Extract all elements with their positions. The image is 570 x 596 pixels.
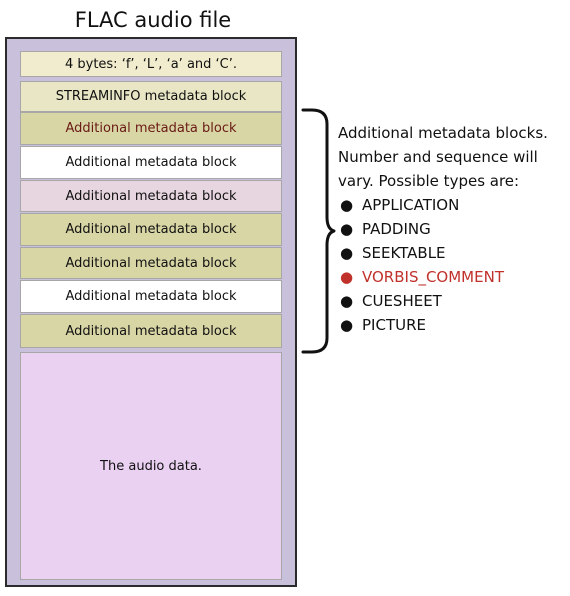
type-item-picture <box>338 313 566 337</box>
curly-brace-icon <box>300 108 336 358</box>
metadata-block <box>20 280 282 313</box>
bullet-icon: ● <box>340 316 354 334</box>
note-line: Additional metadata blocks. <box>338 124 548 142</box>
type-item-seektable <box>338 241 566 265</box>
note-line: vary. Possible types are: <box>338 172 520 190</box>
metadata-block-label: Additional metadata block <box>65 222 237 237</box>
bullet-icon: ● <box>340 220 354 238</box>
metadata-block-label: Additional metadata block <box>65 323 237 339</box>
type-label: SEEKTABLE <box>362 244 446 262</box>
audio-data-block <box>20 352 282 580</box>
note-line: Number and sequence will <box>338 148 538 166</box>
metadata-block <box>20 314 282 348</box>
type-label: PADDING <box>362 220 431 238</box>
flac-file-container <box>5 37 297 587</box>
type-label: APPLICATION <box>362 196 460 214</box>
metadata-block <box>20 180 282 212</box>
type-item-padding <box>338 217 566 241</box>
bullet-icon: ● <box>340 268 354 286</box>
metadata-block-label: Additional metadata block <box>65 188 237 204</box>
metadata-types-note <box>338 121 566 337</box>
metadata-block <box>20 112 282 145</box>
metadata-block-label: Additional metadata block <box>65 155 237 170</box>
type-item-cuesheet <box>338 289 566 313</box>
bullet-icon: ● <box>340 244 354 262</box>
metadata-block-label: Additional metadata block <box>65 289 237 304</box>
metadata-block <box>20 247 282 279</box>
metadata-block-label: Additional metadata block <box>65 121 237 136</box>
audio-data-label: The audio data. <box>100 458 202 474</box>
bullet-icon: ● <box>340 292 354 310</box>
type-item-vorbis-comment <box>338 265 566 289</box>
metadata-types-list <box>338 193 566 337</box>
marker-block-label: 4 bytes: ‘f’, ‘L’, ‘a’ and ‘C’. <box>64 56 238 72</box>
type-label: PICTURE <box>362 316 426 334</box>
marker-block <box>20 51 282 77</box>
type-label: VORBIS_COMMENT <box>362 268 504 286</box>
type-label: CUESHEET <box>362 292 442 310</box>
metadata-block-label: Additional metadata block <box>65 255 237 271</box>
type-item-application <box>338 193 566 217</box>
streaminfo-block <box>20 81 282 112</box>
streaminfo-block-label: STREAMINFO metadata block <box>55 89 247 104</box>
metadata-block <box>20 213 282 246</box>
diagram-title: FLAC audio file <box>74 8 232 32</box>
metadata-block <box>20 146 282 179</box>
bullet-icon: ● <box>340 196 354 214</box>
